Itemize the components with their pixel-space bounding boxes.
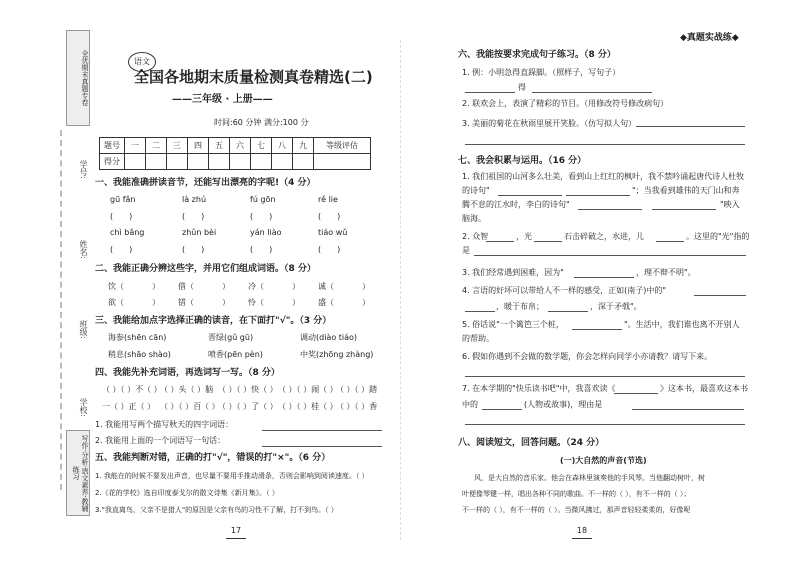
char-item: 错（ ） — [178, 298, 230, 307]
pinyin: zhǔn bèi — [182, 228, 217, 237]
question-text: ，暖于布帛； — [496, 302, 544, 311]
question-text: 脑海。 — [462, 214, 486, 223]
score-cell[interactable] — [293, 154, 314, 170]
answer-line[interactable] — [482, 409, 522, 410]
answer-line[interactable] — [474, 255, 746, 256]
answer-line[interactable] — [465, 376, 745, 377]
question-text: "。生活中，我们谁也离不开别人 — [624, 320, 740, 329]
question-text: 5. 俗话说"一个篱笆三个桩， — [462, 320, 564, 329]
answer-line[interactable] — [498, 195, 562, 196]
char-item: 饮（ ） — [108, 282, 160, 291]
question-text: (人物或故事)，理由是 — [524, 400, 603, 409]
score-header-cell: 六 — [230, 138, 251, 154]
answer-box[interactable]: ( ) — [250, 212, 273, 221]
fill-word[interactable]: （ ）（ ）闹（ ） — [278, 385, 338, 394]
score-cell[interactable] — [314, 154, 371, 170]
answer-box[interactable]: ( ) — [110, 212, 133, 221]
section-5-heading: 五、我能判断对错，正确的打"√"，错误的打"×"。（6 分） — [95, 453, 331, 463]
question-text: 是 — [462, 246, 470, 255]
score-cell[interactable] — [272, 154, 293, 170]
char-item: 诚（ ） — [318, 282, 370, 291]
section-2-heading: 二、我能正确分辨这些字，并用它们组成词语。（8 分） — [95, 264, 316, 274]
page-number-left: 17 — [226, 524, 246, 539]
answer-line[interactable] — [566, 195, 630, 196]
score-header-cell: 八 — [272, 138, 293, 154]
score-table — [99, 137, 371, 170]
reading-choice[interactable]: 中奖(zhōng zhàng) — [300, 350, 374, 359]
answer-line[interactable] — [465, 144, 745, 145]
field-id: 学号: — [79, 160, 88, 179]
score-header-cell: 二 — [146, 138, 167, 154]
answer-box[interactable]: ( ) — [182, 212, 205, 221]
answer-line[interactable] — [548, 311, 588, 312]
question-text: 3. 我们经常遇到困难，因为" — [462, 268, 564, 277]
answer-line[interactable] — [262, 446, 382, 447]
score-cell[interactable] — [167, 154, 188, 170]
char-item: 怜（ ） — [248, 298, 300, 307]
page-title: 全国各地期末质量检测真卷精选(二) — [134, 68, 373, 86]
reading-choice[interactable]: 稍息(shāo shào) — [108, 350, 171, 359]
question-text: 1. 我们祖国的山河多么壮美，看到山上红红的枫叶，我不禁吟诵起唐代诗人杜牧 — [462, 172, 745, 181]
field-school: 学校: — [79, 398, 88, 417]
answer-line[interactable] — [632, 409, 744, 410]
score-cell[interactable] — [146, 154, 167, 170]
answer-box[interactable]: ( ) — [110, 245, 133, 254]
judge-question[interactable]: 3."我直离鸟，父亲不是猎人"的原因是父亲有鸟的习性不了解，打不到鸟。（ ） — [95, 506, 338, 514]
question-text: ，理不辩不明"。 — [636, 268, 696, 277]
pinyin: chì bǎng — [110, 228, 145, 237]
question-text: 2. 联欢会上，表演了精彩的节目。（用修改符号修改病句） — [462, 99, 669, 108]
score-header-cell: 等级评估 — [314, 138, 371, 154]
answer-line[interactable] — [486, 241, 514, 242]
fill-word[interactable]: （ ）（ ）香 — [336, 402, 378, 411]
char-item: 盛（ ） — [318, 298, 370, 307]
answer-box[interactable]: ( ) — [182, 245, 205, 254]
pinyin: rě lie — [318, 195, 338, 204]
score-header-cell: 七 — [251, 138, 272, 154]
score-cell[interactable] — [251, 154, 272, 170]
field-name: 姓名: — [79, 240, 88, 259]
time-info: 时间:60 分钟 满分:100 分 — [214, 118, 309, 127]
question-text: 石击碎破之，水进，儿 — [564, 232, 644, 241]
judge-question[interactable]: 1. 我能在的时候不要发出声音，也尽量不要用手推动滑条，否则会影响到阅读速度。（ ） — [95, 472, 369, 480]
answer-line[interactable] — [652, 209, 716, 210]
answer-line[interactable] — [656, 241, 684, 242]
fill-word[interactable]: （ ）（ ）桂（ ） — [278, 402, 338, 411]
answer-line[interactable] — [534, 241, 562, 242]
page-number-right: 18 — [572, 524, 592, 539]
answer-line[interactable] — [578, 209, 642, 210]
section-6-heading: 六、我能按要求完成句子练习。（8 分） — [458, 50, 616, 60]
pinyin: yán liào — [250, 228, 282, 237]
fill-word[interactable]: （ ）（ ）了（ ） — [218, 402, 278, 411]
answer-line[interactable] — [532, 92, 652, 93]
reading-choice[interactable]: 海参(shēn cān) — [108, 333, 167, 342]
answer-line[interactable] — [262, 430, 382, 431]
score-header-cell: 四 — [188, 138, 209, 154]
reading-choice[interactable]: 喷香(pēn pèn) — [208, 350, 263, 359]
question-text: 4. 言语的好坏可以带给人不一样的感受，正如(南子)中的" — [462, 286, 667, 295]
fill-word[interactable]: （ ）（ ）百（ ） — [160, 402, 220, 411]
question-text: 腾不息的江水时，李白的诗句" — [462, 200, 570, 209]
fill-word[interactable]: 一（ ）正（ ） — [102, 402, 156, 411]
question-text: 7. 在本学期的"快乐读书吧"中，我喜欢读《 — [462, 384, 616, 393]
question-text: 6. 假如你遇到不会做的数学题，你会怎样向同学小亦请教？请写下来。 — [462, 352, 713, 361]
score-cell[interactable] — [230, 154, 251, 170]
reading-choice[interactable]: 调动(diào tiáo) — [300, 333, 358, 342]
passage-line: 不一样的（ ），有不一样的（ ）。当微风拂过，那声音轻轻柔柔的，好像呢 — [462, 506, 691, 514]
answer-line[interactable] — [465, 92, 515, 93]
answer-box[interactable]: ( ) — [318, 245, 341, 254]
question-text: 》这本书，最喜欢这本书 — [660, 384, 748, 393]
section-tag: ◆真题实战练◆ — [680, 33, 739, 43]
score-value-row — [100, 154, 371, 170]
score-row-label: 得分 — [100, 154, 125, 170]
judge-question[interactable]: 2.《花的学校》选自印度泰戈尔的散文诗集《新月集》。（ ） — [95, 489, 279, 497]
question-text: "映入 — [720, 200, 740, 209]
fill-word[interactable]: （ ）（ ）不（ ） — [102, 385, 162, 394]
question-text: 的帮助。 — [462, 334, 494, 343]
score-header-cell: 九 — [293, 138, 314, 154]
binding-label-bottom: 写作·分析·语文素养·教辅练习 — [66, 430, 90, 516]
score-cell[interactable] — [125, 154, 146, 170]
passage-title: (一)大自然的声音(节选) — [560, 456, 647, 465]
char-item: 冷（ ） — [248, 282, 300, 291]
question-text: 。这里的"光"指的 — [686, 232, 750, 241]
char-item: 欲（ ） — [108, 298, 160, 307]
answer-box[interactable]: ( ) — [250, 245, 273, 254]
question-text: 2. 我能用上面的一个词语写一句话： — [95, 436, 226, 445]
question-text: ，深于矛戟"。 — [590, 302, 642, 311]
question-text: 得 — [518, 83, 526, 92]
char-item: 借（ ） — [178, 282, 230, 291]
score-cell[interactable] — [209, 154, 230, 170]
fill-word[interactable]: （ ）（ ）快（ ） — [218, 385, 278, 394]
answer-line[interactable] — [574, 277, 634, 278]
score-header-cell: 三 — [167, 138, 188, 154]
section-4-heading: 四、我能先补充词语，再选词写一写。（8 分） — [95, 368, 280, 378]
pinyin: tiáo wǔ — [318, 228, 348, 237]
reading-choice[interactable]: 晋绿(gǔ gū) — [208, 333, 254, 342]
section-1-heading: 一、我能准确拼读音节，还能写出漂亮的字呢!（4 分） — [95, 178, 316, 188]
question-text: "；当我看到雄伟的天门山和奔 — [632, 186, 740, 195]
question-text: 1. 例：小明急得直跺脚。（照样子，写句子） — [462, 68, 621, 77]
score-header-cell: 题号 — [100, 138, 125, 154]
pinyin: là zhú — [182, 195, 207, 204]
answer-box[interactable]: ( ) — [318, 212, 341, 221]
pinyin: fú gōn — [250, 195, 276, 204]
field-class: 班级: — [79, 320, 88, 339]
answer-line[interactable] — [465, 424, 745, 425]
score-cell[interactable] — [188, 154, 209, 170]
question-text: 中的 — [462, 400, 478, 409]
binding-label-top: 全优期末真题专卷 — [66, 30, 90, 126]
question-text: 1. 我能用写两个描写秋天的四字词语： — [95, 420, 234, 429]
answer-line[interactable] — [465, 311, 495, 312]
question-text: 3. 美丽的菊花在秋雨里展开笑脸。（仿写拟人句） — [462, 119, 637, 128]
score-header-row — [100, 138, 371, 154]
score-header-cell: 五 — [209, 138, 230, 154]
passage-line: 风，是大自然的音乐家。他会在森林里演奏他的手风琴。当他翻动树叶，树 — [474, 474, 705, 482]
section-7-heading: 七、我会积累与运用。（16 分） — [458, 156, 587, 166]
page-subtitle: ——三年级 · 上册—— — [172, 94, 273, 105]
question-text: 的诗句" — [462, 186, 490, 195]
answer-line[interactable] — [572, 329, 622, 330]
answer-line[interactable] — [614, 393, 658, 394]
fill-word[interactable]: （ ）头（ ）脑 — [160, 385, 214, 394]
section-8-heading: 八、阅读短文，回答问题。（24 分） — [458, 438, 605, 448]
pinyin: gū fǎn — [110, 195, 136, 204]
fill-word[interactable]: （ ）（ ）踏 — [336, 385, 378, 394]
page-divider — [400, 40, 401, 540]
score-header-cell: 一 — [125, 138, 146, 154]
answer-line[interactable] — [694, 295, 746, 296]
question-text: 2. 众智 — [462, 232, 489, 241]
subject-badge: 语文 — [128, 52, 156, 72]
question-text: ，光 — [516, 232, 532, 241]
section-3-heading: 三、我能给加点字选择正确的读音，在下面打"√"。（3 分） — [95, 316, 332, 326]
passage-line: 叶便像琴键一样，唱出各种不同的歌曲。不一样的（ ），有不一样的（ ）； — [462, 490, 691, 498]
